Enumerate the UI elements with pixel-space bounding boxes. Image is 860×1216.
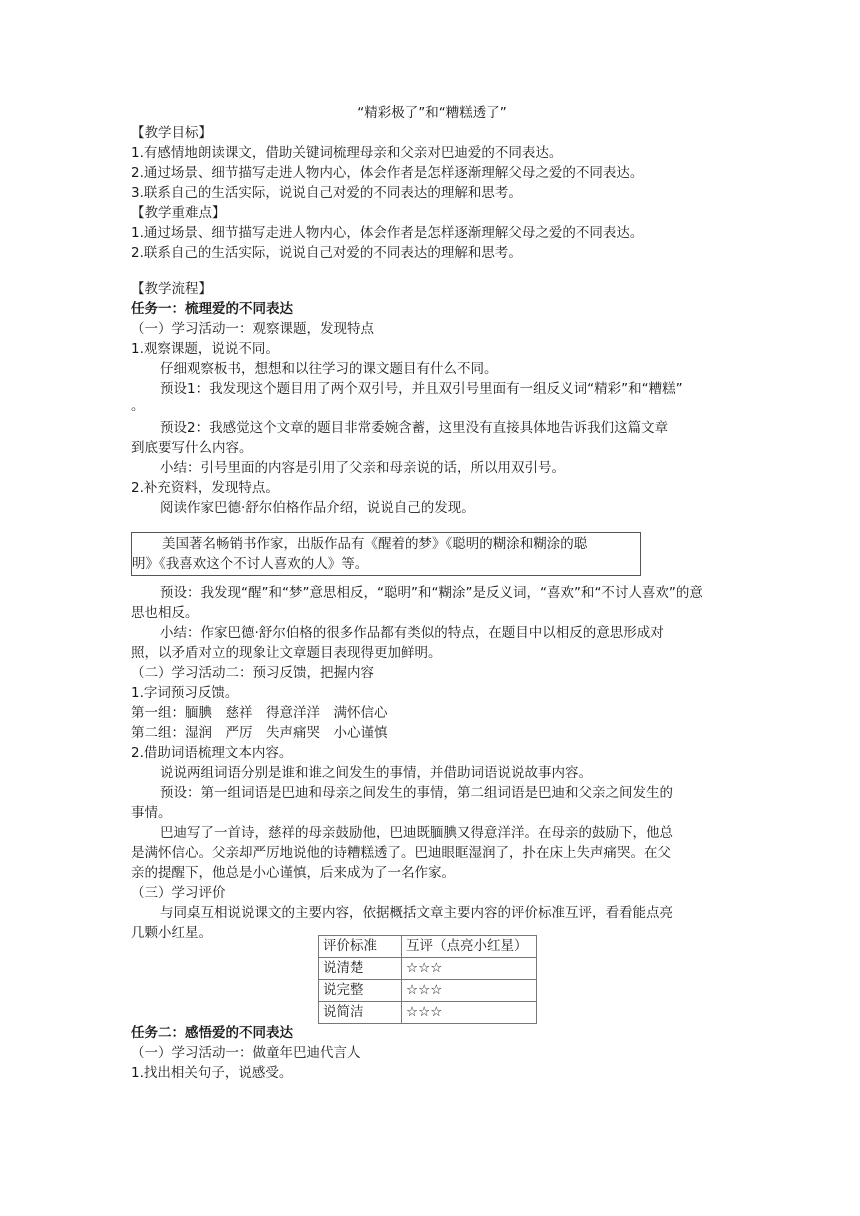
table-header-cell: 评价标准	[319, 936, 402, 958]
paragraph: 。	[131, 398, 145, 414]
task1-step2: 2.补充资料，发现特点。	[131, 480, 279, 496]
table-cell: 说简洁	[319, 1002, 402, 1024]
task1-step3: 1.字词预习反馈。	[131, 685, 239, 701]
table-cell: 说清楚	[319, 958, 402, 980]
paragraph: 几颗小红星。	[131, 925, 212, 941]
box-line: 明》《我喜欢这个不讨人喜欢的人》等。	[132, 556, 369, 572]
table-cell: 说完整	[319, 980, 402, 1002]
task1-title: 任务一：梳理爱的不同表达	[131, 301, 293, 317]
word-group: 第二组：湿润 严厉 失声痛哭 小心谨慎	[131, 725, 388, 741]
paragraph: 思也相反。	[131, 605, 199, 621]
key-point-item: 1.通过场景、细节描写走进人物内心，体会作者是怎样逐渐理解父母之爱的不同表达。	[131, 225, 644, 241]
table-cell-stars: ☆☆☆	[402, 980, 537, 1002]
table-header-cell: 互评（点亮小红星）	[402, 936, 537, 958]
paragraph: 到底要写什么内容。	[131, 440, 253, 456]
author-intro-box	[131, 532, 641, 576]
paragraph: 巴迪写了一首诗，慈祥的母亲鼓励他，巴迪既腼腆又得意洋洋。在母亲的鼓励下，他总	[160, 825, 673, 841]
paragraph: 是满怀信心。父亲却严厉地说他的诗糟糕透了。巴迪眼眶湿润了，扑在床上失声痛哭。在父	[131, 845, 671, 861]
objective-item: 2.通过场景、细节描写走进人物内心，体会作者是怎样逐渐理解父母之爱的不同表达。	[131, 165, 644, 181]
task2-step1: 1.找出相关句子，说感受。	[131, 1065, 293, 1081]
paragraph: 照，以矛盾对立的现象让文章题目表现得更加鲜明。	[131, 645, 442, 661]
table-row	[319, 958, 537, 980]
table-header-row	[319, 936, 537, 958]
paragraph: 阅读作家巴德·舒尔伯格作品介绍，说说自己的发现。	[160, 500, 475, 516]
task1-activity2: （二）学习活动二：预习反馈，把握内容	[131, 665, 374, 681]
table-row	[319, 1002, 537, 1024]
process-heading: 【教学流程】	[131, 281, 212, 297]
objective-item: 1.有感情地朗读课文，借助关键词梳理母亲和父亲对巴迪爱的不同表达。	[131, 145, 563, 161]
objective-item: 3.联系自己的生活实际，说说自己对爱的不同表达的理解和思考。	[131, 185, 522, 201]
table-cell-stars: ☆☆☆	[402, 1002, 537, 1024]
task1-activity3: （三）学习评价	[131, 885, 226, 901]
key-points-heading: 【教学重难点】	[131, 205, 226, 221]
objectives-heading: 【教学目标】	[131, 125, 212, 141]
task1-activity1: （一）学习活动一：观察课题，发现特点	[131, 321, 374, 337]
task1-step1: 1.观察课题，说说不同。	[131, 341, 279, 357]
paragraph: 预设：第一组词语是巴迪和母亲之间发生的事情，第二组词语是巴迪和父亲之间发生的	[160, 785, 673, 801]
paragraph: 预设1：我发现这个题目用了两个双引号，并且双引号里面有一组反义词“精彩”和“糟糕”	[160, 381, 683, 397]
paragraph: 预设2：我感觉这个文章的题目非常委婉含蓄，这里没有直接具体地告诉我们这篇文章	[160, 420, 669, 436]
paragraph: 小结：引号里面的内容是引用了父亲和母亲说的话，所以用双引号。	[160, 460, 565, 476]
paragraph: 仔细观察板书，想想和以往学习的课文题目有什么不同。	[160, 361, 498, 377]
task2-activity1: （一）学习活动一：做童年巴迪代言人	[131, 1045, 361, 1061]
task2-title: 任务二：感悟爱的不同表达	[131, 1025, 293, 1041]
key-point-item: 2.联系自己的生活实际，说说自己对爱的不同表达的理解和思考。	[131, 245, 522, 261]
paragraph: 亲的提醒下，他总是小心谨慎，后来成为了一名作家。	[131, 865, 455, 881]
evaluation-table	[318, 935, 537, 1024]
paragraph: 说说两组词语分别是谁和谁之间发生的事情，并借助词语说说故事内容。	[160, 765, 592, 781]
task1-step4: 2.借助词语梳理文本内容。	[131, 745, 293, 761]
paragraph: 预设：我发现“醒”和“梦”意思相反，“聪明”和“糊涂”是反义词，“喜欢”和“不讨人喜欢”的意	[160, 585, 703, 601]
table-row	[319, 980, 537, 1002]
paragraph: 与同桌互相说说课文的主要内容，依据概括文章主要内容的评价标准互评，看看能点亮	[160, 905, 673, 921]
word-group: 第一组：腼腆 慈祥 得意洋洋 满怀信心	[131, 705, 388, 721]
paragraph: 小结：作家巴德·舒尔伯格的很多作品都有类似的特点，在题目中以相反的意思形成对	[160, 625, 664, 641]
paragraph: 事情。	[131, 805, 172, 821]
document-title: “精彩极了”和“糟糕透了”	[357, 105, 507, 121]
table-cell-stars: ☆☆☆	[402, 958, 537, 980]
box-line: 美国著名畅销书作家，出版作品有《醒着的梦》《聪明的糊涂和糊涂的聪	[162, 536, 588, 552]
